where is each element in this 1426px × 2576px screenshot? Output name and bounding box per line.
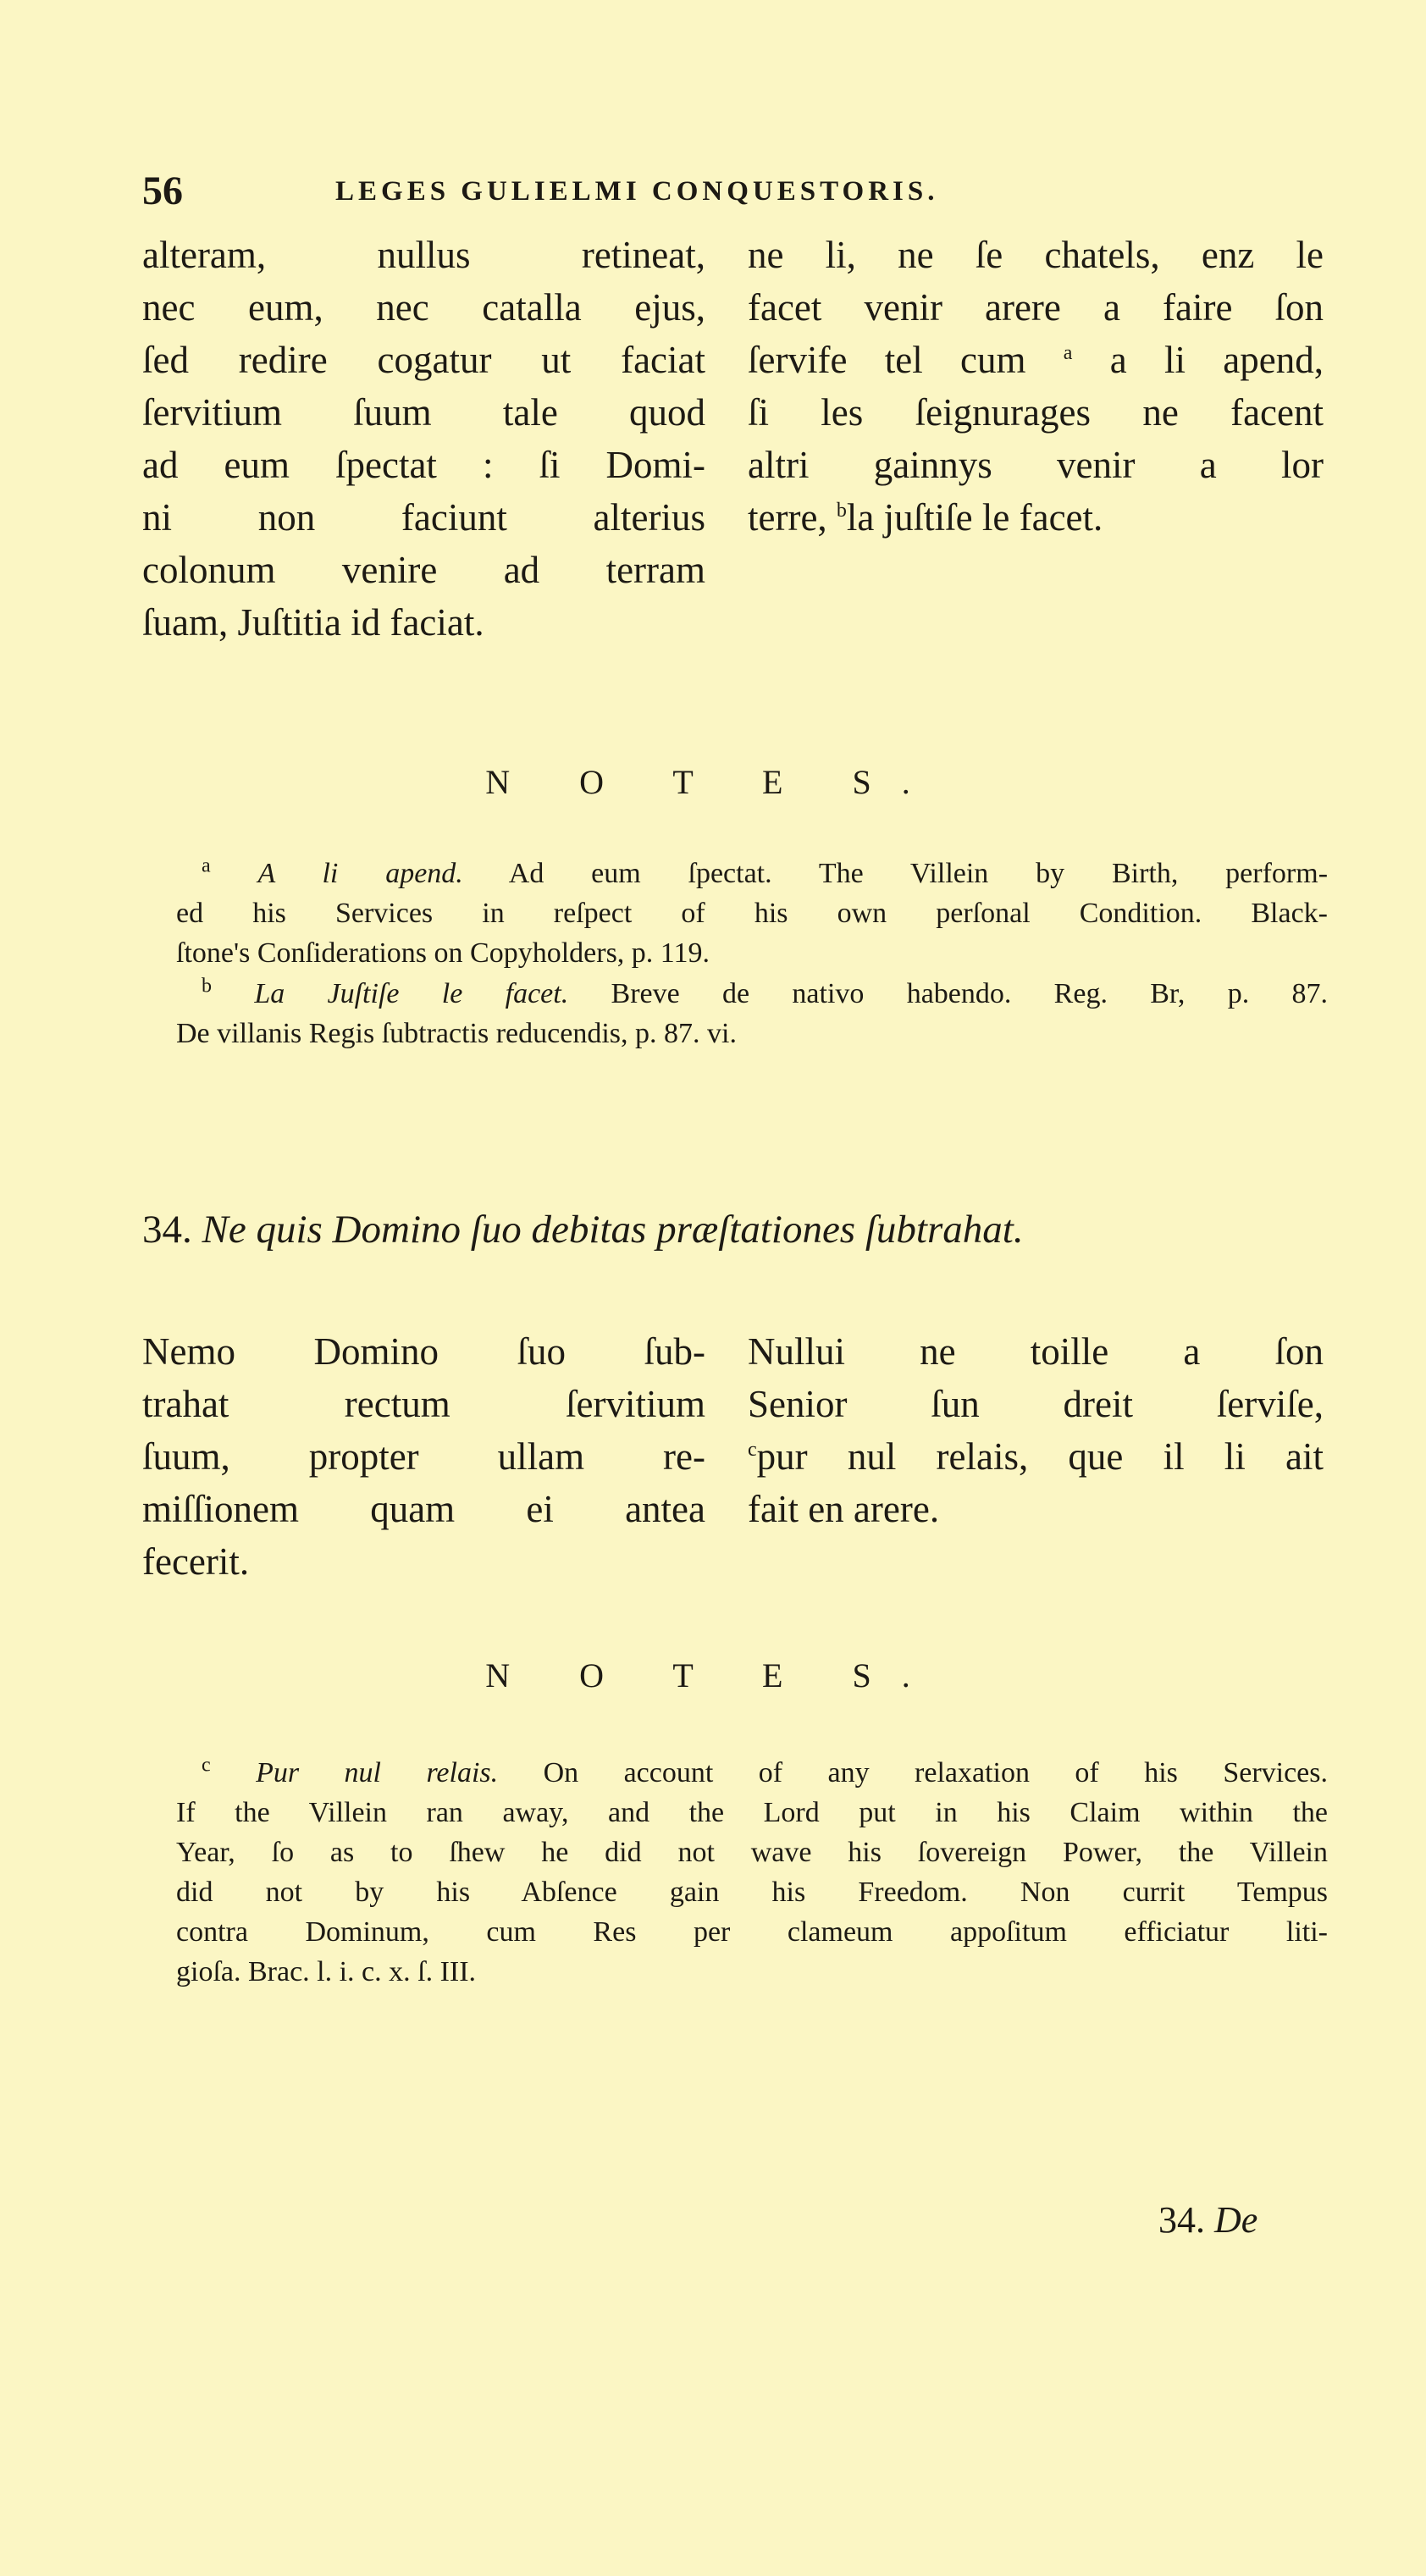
text-line: ſuam, Juſtitia id faciat. xyxy=(142,601,484,644)
notes-heading: N O T E S. xyxy=(485,763,941,801)
footnote-c xyxy=(176,1753,1328,1992)
note-text: Breve de nativo habendo. Reg. Br, p. 87. xyxy=(611,978,1328,1009)
text-line: alteram, nullus retineat, xyxy=(142,234,705,276)
page-number: 56 xyxy=(142,169,183,213)
article-34-latin-column xyxy=(142,1325,705,1588)
article-heading: Ne quis Domino ſuo debitas præſtationes ſubtrahat. xyxy=(202,1208,1024,1252)
article-33-latin-column xyxy=(142,229,705,649)
footnote-marker: a xyxy=(202,854,211,877)
footnote-marker: c xyxy=(202,1754,211,1777)
note-line: contra Dominum, cum Res per clameum appoſitum efficiatur liti- xyxy=(176,1916,1328,1948)
text-line: miſſionem quam ei antea xyxy=(142,1488,705,1530)
text-line xyxy=(748,1430,1324,1483)
note-text: On account of any relaxation of his Services. xyxy=(543,1757,1329,1788)
text-line: ne li, ne ſe chatels, enz le xyxy=(748,234,1324,276)
article-33-norman-column xyxy=(748,229,1324,544)
footnote-a xyxy=(176,854,1328,973)
text-line: fait en arere. xyxy=(748,1488,940,1530)
catchword xyxy=(1158,2198,1257,2242)
footnote-marker-b: b xyxy=(836,500,847,522)
article-34-title xyxy=(142,1207,1345,1252)
text-line: ni non faciunt alterius xyxy=(142,496,705,539)
text-line: Nemo Domino ſuo ſub- xyxy=(142,1330,705,1373)
text-line: ſed redire cogatur ut faciat xyxy=(142,339,705,381)
text-segment: la juſtiſe le facet. xyxy=(846,496,1103,539)
note-reference: La Juſtiſe le facet. xyxy=(254,978,569,1009)
running-head: LEGES GULIELMI CONQUESTORIS. xyxy=(335,176,939,207)
note-line xyxy=(176,1753,1328,1793)
footnote-marker-a: a xyxy=(1063,342,1073,364)
text-line: fecerit. xyxy=(142,1540,250,1583)
note-line: did not by his Abſence gain his Freedom. Non currit Tempus xyxy=(176,1877,1328,1908)
text-line: trahat rectum ſervitium xyxy=(142,1383,705,1425)
text-segment: terre, xyxy=(748,496,827,539)
text-line: nec eum, nec catalla ejus, xyxy=(142,286,705,329)
footnote-marker: b xyxy=(202,975,212,998)
text-segment: a li apend, xyxy=(1109,339,1324,381)
notes-heading: N O T E S. xyxy=(485,1656,941,1694)
text-line xyxy=(748,334,1324,386)
note-reference: A li apend. xyxy=(257,858,463,889)
text-segment: ſervife tel cum xyxy=(748,339,1026,381)
note-line xyxy=(176,974,1328,1014)
catchword-text: De xyxy=(1214,2199,1258,2241)
note-line: If the Villein ran away, and the Lord put in his Claim within the xyxy=(176,1797,1328,1828)
article-34-norman-column xyxy=(748,1325,1324,1535)
text-line xyxy=(748,491,1324,544)
text-line: colonum venire ad terram xyxy=(142,549,705,591)
text-segment: pur nul relais, que il li ait xyxy=(756,1435,1324,1478)
note-line: ſtone's Conſiderations on Copyholders, p. 119. xyxy=(176,937,710,969)
footnote-b xyxy=(176,974,1328,1053)
text-line: ad eum ſpectat : ſi Domi- xyxy=(142,444,705,486)
text-line: facet venir arere a faire ſon xyxy=(748,286,1324,329)
note-line: gioſa. Brac. l. i. c. x. ſ. III. xyxy=(176,1956,477,1987)
article-number: 34. xyxy=(142,1208,192,1252)
note-line xyxy=(176,854,1328,893)
note-reference: Pur nul relais. xyxy=(256,1757,499,1788)
note-line: ed his Services in reſpect of his own perſonal Condition. Black- xyxy=(176,898,1328,929)
text-line: Nullui ne toille a ſon xyxy=(748,1330,1324,1373)
text-line: ſi les ſeignurages ne facent xyxy=(748,391,1324,434)
note-line: Year, ſo as to ſhew he did not wave his ſovereign Power, the Villein xyxy=(176,1837,1328,1868)
text-line: ſervitium ſuum tale quod xyxy=(142,391,705,434)
text-line: altri gainnys venir a lor xyxy=(748,444,1324,486)
note-text: Ad eum ſpectat. The Villein by Birth, perform- xyxy=(508,858,1329,889)
text-line: ſuum, propter ullam re- xyxy=(142,1435,705,1478)
page-header xyxy=(142,168,1201,218)
text-line: Senior ſun dreit ſerviſe, xyxy=(748,1383,1324,1425)
footnote-marker-c: c xyxy=(748,1439,757,1461)
note-line: De villanis Regis ſubtractis reducendis, p. 87. vi. xyxy=(176,1018,737,1049)
catchword-number: 34. xyxy=(1158,2199,1205,2241)
